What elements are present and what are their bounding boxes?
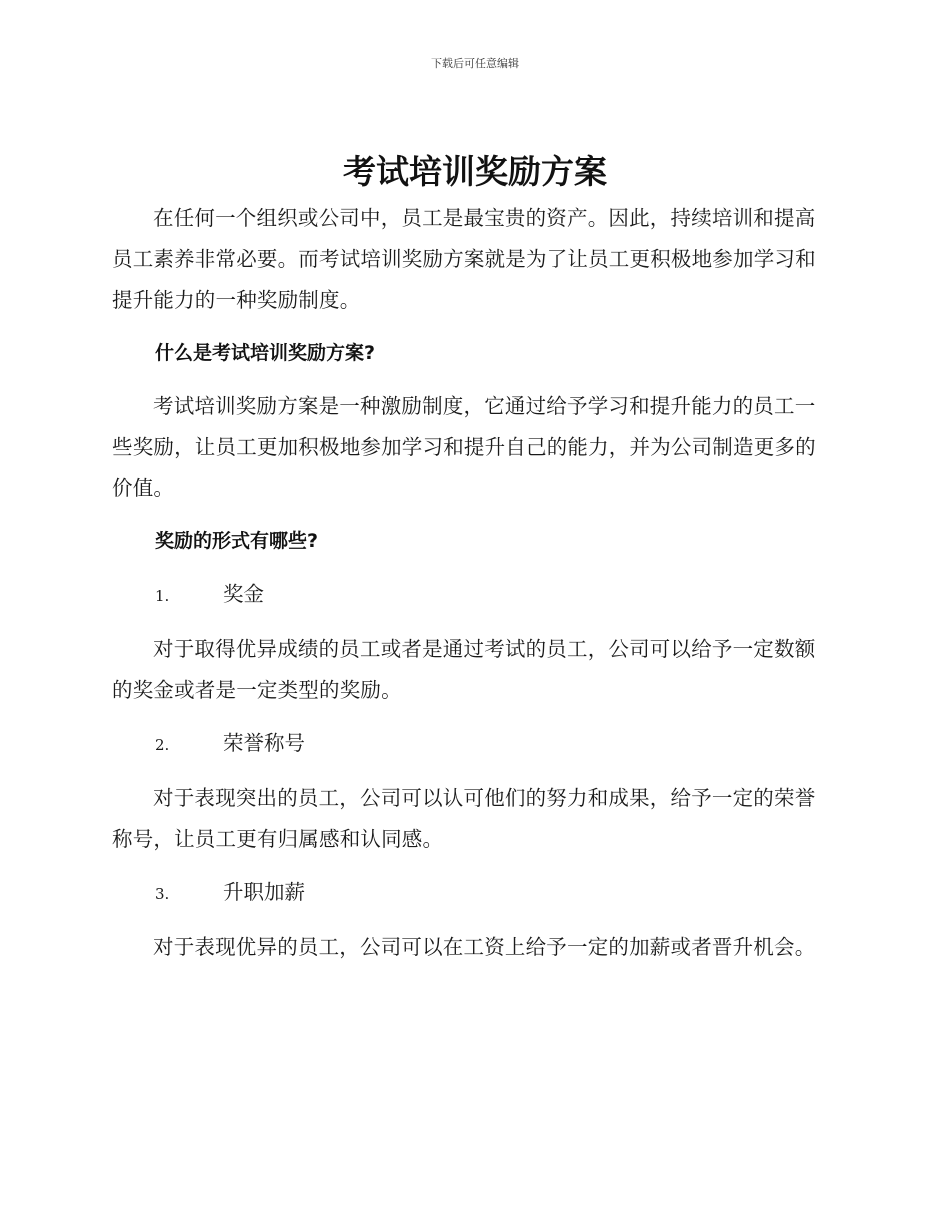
list-number: 2. xyxy=(155,736,170,754)
list-item-promotion xyxy=(112,872,832,915)
list-label: 奖金 xyxy=(223,582,264,606)
list-label: 升职加薪 xyxy=(223,880,305,904)
intro-paragraph: 在任何一个组织或公司中，员工是最宝贵的资产。因此，持续培训和提高员工素养非常必要。而考试培训奖励方案就是为了让员工更积极地参加学习和提升能力的一种奖励制度。 xyxy=(112,206,816,312)
list-item-paragraph: 对于表现优异的员工，公司可以在工资上给予一定的加薪或者晋升机会。 xyxy=(153,935,816,959)
list-number: 1. xyxy=(155,587,170,605)
section-heading-what-is: 什么是考试培训奖励方案? xyxy=(155,342,376,364)
document-title: 考试培训奖励方案 xyxy=(343,152,607,191)
list-number: 3. xyxy=(155,885,170,903)
document-body xyxy=(112,198,832,968)
list-item-paragraph: 对于表现突出的员工，公司可以认可他们的努力和成果，给予一定的荣誉称号，让员工更有归属感和认同感。 xyxy=(112,786,816,851)
page-header-note: 下载后可任意编辑 xyxy=(431,57,519,70)
section-paragraph-what-is: 考试培训奖励方案是一种激励制度，它通过给予学习和提升能力的员工一些奖励，让员工更加积极地参加学习和提升自己的能力，并为公司制造更多的价值。 xyxy=(112,394,816,500)
list-item-bonus xyxy=(112,574,832,617)
list-item-paragraph: 对于取得优异成绩的员工或者是通过考试的员工，公司可以给予一定数额的奖金或者是一定类型的奖励。 xyxy=(112,637,816,702)
list-item-honor-title xyxy=(112,723,832,766)
list-label: 荣誉称号 xyxy=(223,731,305,755)
section-heading-reward-forms: 奖励的形式有哪些? xyxy=(155,530,319,552)
